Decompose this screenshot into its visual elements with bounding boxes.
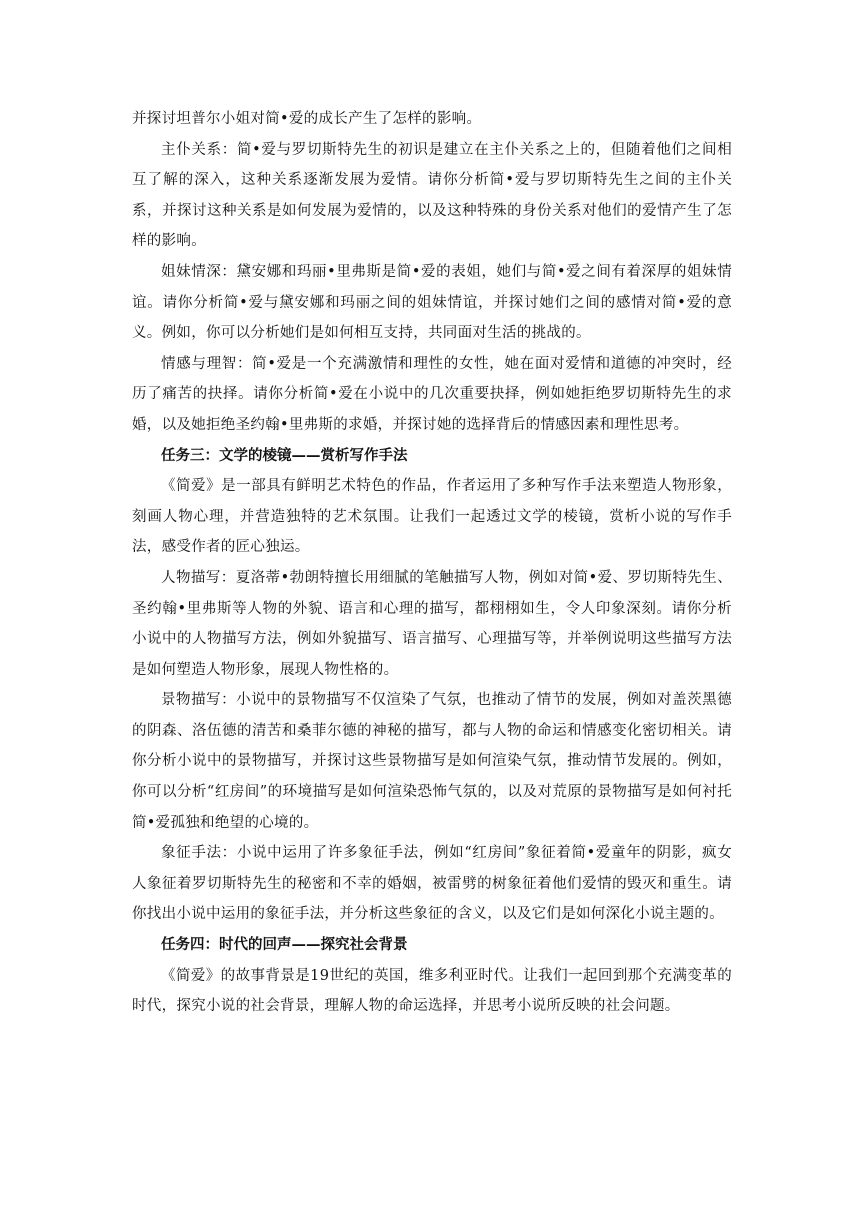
task-four-heading: 任务四：时代的回声——探究社会背景 [161, 937, 408, 954]
paragraph-task-three-intro: 《简爱》是一部具有鲜明艺术特色的作品，作者运用了多种写作手法来塑造人物形象，刻画人物心理，并营造独特的艺术氛围。让我们一起透过文学的棱镜，赏析小说的写作手法，感受作者的匠心独运。 [132, 478, 732, 556]
paragraph-intro-continuation: 并探讨坦普尔小姐对简•爱的成长产生了怎样的影响。 [132, 111, 482, 127]
task-three-heading: 任务三：文学的棱镜——赏析写作手法 [161, 447, 408, 464]
document-body [132, 104, 732, 1022]
paragraph-symbolism: 象征手法：小说中运用了许多象征手法，例如“红房间”象征着简•爱童年的阴影，疯女人象征着罗切斯特先生的秘密和不幸的婚姻，被雷劈的树象征着他们爱情的毁灭和重生。请你找出小说中运用的象征手法，并分析这些象征的含义，以及它们是如何深化小说主题的。 [132, 845, 732, 923]
paragraph-master-servant: 主仆关系：简•爱与罗切斯特先生的初识是建立在主仆关系之上的，但随着他们之间相互了解的深入，这种关系逐渐发展为爱情。请你分析简•爱与罗切斯特先生之间的主仆关系，并探讨这种关系是如何发展为爱情的，以及这种特殊的身份关系对他们的爱情产生了怎样的影响。 [132, 141, 732, 250]
paragraph-task-four-intro: 《简爱》的故事背景是19世纪的英国，维多利亚时代。让我们一起回到那个充满变革的时代，探究小说的社会背景，理解人物的命运选择，并思考小说所反映的社会问题。 [132, 967, 732, 1015]
paragraph-emotion-reason: 情感与理智：简•爱是一个充满激情和理性的女性，她在面对爱情和道德的冲突时，经历了痛苦的抉择。请你分析简•爱在小说中的几次重要抉择，例如她拒绝罗切斯特先生的求婚，以及她拒绝圣约翰•里弗斯的求婚，并探讨她的选择背后的情感因素和理性思考。 [132, 355, 732, 433]
paragraph-character-description: 人物描写：夏洛蒂•勃朗特擅长用细腻的笔触描写人物，例如对简•爱、罗切斯特先生、圣约翰•里弗斯等人物的外貌、语言和心理的描写，都栩栩如生，令人印象深刻。请你分析小说中的人物描写方法，例如外貌描写、语言描写、心理描写等，并举例说明这些描写方法是如何塑造人物形象，展现人物性格的。 [132, 569, 732, 678]
paragraph-sisterhood: 姐妹情深：黛安娜和玛丽•里弗斯是简•爱的表姐，她们与简•爱之间有着深厚的姐妹情谊。请你分析简•爱与黛安娜和玛丽之间的姐妹情谊，并探讨她们之间的感情对简•爱的意义。例如，你可以分析她们是如何相互支持，共同面对生活的挑战的。 [132, 263, 732, 342]
paragraph-scenery-description: 景物描写：小说中的景物描写不仅渲染了气氛，也推动了情节的发展，例如对盖茨黑德的阴森、洛伍德的清苦和桑菲尔德的神秘的描写，都与人物的命运和情感变化密切相关。请你分析小说中的景物描写，并探讨这些景物描写是如何渲染气氛，推动情节发展的。例如，你可以分析“红房间”的环境描写是如何渲染恐怖气氛的，以及对荒原的景物描写是如何衬托简•爱孤独和绝望的心境的。 [132, 692, 732, 831]
